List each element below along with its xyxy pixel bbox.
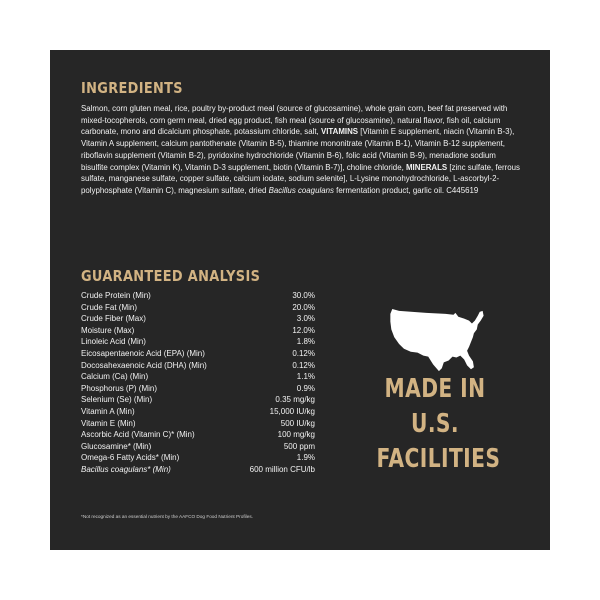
analysis-row — [81, 336, 315, 348]
nutrient-value: 0.9% — [296, 383, 315, 393]
bacillus-name: Bacillus coagulans — [268, 185, 334, 195]
nutrient-name: Moisture (Max) — [81, 325, 135, 335]
analysis-row — [81, 429, 315, 441]
analysis-row — [81, 464, 315, 476]
nutrient-value: 500 ppm — [283, 441, 315, 451]
nutrient-name: Vitamin A (Min) — [81, 406, 135, 416]
nutrient-value: 3.0% — [296, 314, 315, 324]
nutrient-value: 0.12% — [292, 360, 315, 370]
badge-line: FACILITIES — [376, 444, 501, 474]
badge-line: U.S. — [410, 409, 460, 439]
nutrient-name: Eicosapentaenoic Acid (EPA) (Min) — [81, 348, 205, 358]
nutrient-name: Omega-6 Fatty Acids* (Min) — [81, 453, 180, 463]
product-info-panel — [50, 50, 550, 550]
nutrient-value: 20.0% — [292, 302, 315, 312]
analysis-row — [81, 383, 315, 395]
nutrient-name: Crude Protein (Min) — [81, 291, 151, 300]
nutrient-value: 600 million CFU/lb — [249, 464, 315, 474]
nutrient-name: Phosphorus (P) (Min) — [81, 383, 158, 393]
analysis-row — [81, 360, 315, 372]
analysis-row — [81, 313, 315, 325]
guaranteed-analysis-table — [81, 290, 315, 476]
analysis-row — [81, 325, 315, 337]
ingredients-text-part: Salmon, corn gluten meal, rice, poultry by-product meal (source of glucosamine), whole grain corn, beef fat preserved with mixed-tocopherols, corn germ meal, dried egg product, fish meal (source of glucosamine), natural flavor, fish oil, calcium carbonate, mono and dicalcium phosphate, potassium chloride, salt, — [81, 104, 508, 137]
usa-map-icon — [387, 308, 485, 376]
analysis-row — [81, 418, 315, 430]
aafco-footnote: *Not recognized as an essential nutrient by the AAFCO Dog Food Nutrient Profiles. — [81, 514, 253, 519]
nutrient-name: Ascorbic Acid (Vitamin C)* (Min) — [81, 430, 195, 440]
nutrient-value: 12.0% — [292, 325, 315, 335]
nutrient-name: Glucosamine* (Min) — [81, 441, 152, 451]
nutrient-name: Selenium (Se) (Min) — [81, 395, 153, 405]
minerals-label: MINERALS — [405, 162, 448, 172]
nutrient-value: 100 mg/kg — [277, 430, 315, 440]
ingredients-text-part: fermentation product, garlic oil. C445619 — [333, 185, 479, 195]
analysis-row — [81, 302, 315, 314]
nutrient-name: Calcium (Ca) (Min) — [81, 372, 149, 382]
ingredients-text — [81, 103, 521, 197]
nutrient-name: Vitamin E (Min) — [81, 418, 136, 428]
badge-line: MADE IN — [384, 374, 486, 404]
made-in-usa-badge — [376, 372, 501, 477]
analysis-row — [81, 441, 315, 453]
analysis-row — [81, 371, 315, 383]
analysis-row — [81, 406, 315, 418]
analysis-row — [81, 348, 315, 360]
analysis-row — [81, 290, 315, 302]
nutrient-name: Bacillus coagulans* (Min) — [81, 464, 171, 474]
nutrient-value: 500 IU/kg — [280, 418, 315, 428]
nutrient-name: Crude Fat (Min) — [81, 302, 138, 312]
nutrient-name: Crude Fiber (Max) — [81, 314, 146, 324]
analysis-row — [81, 452, 315, 464]
guaranteed-analysis-heading: GUARANTEED ANALYSIS — [81, 267, 261, 285]
analysis-row — [81, 394, 315, 406]
nutrient-name: Linoleic Acid (Min) — [81, 337, 146, 347]
nutrient-value: 0.35 mg/kg — [275, 395, 315, 405]
nutrient-name: Docosahexaenoic Acid (DHA) (Min) — [81, 360, 207, 370]
ingredients-heading: INGREDIENTS — [81, 79, 183, 97]
nutrient-value: 15,000 IU/kg — [269, 406, 315, 416]
ingredients-text-part: [zinc sulfate, ferrous sulfate, manganese sulfate, copper sulfate, calcium iodate, sodium selenite], L-Lysine monohydrochloride, L-ascorbyl-2-polyphosphate (Vitamin C), magnesium sulfate, dried — [81, 162, 521, 195]
nutrient-value: 0.12% — [292, 348, 315, 358]
nutrient-value: 1.1% — [296, 372, 315, 382]
nutrient-value: 1.8% — [296, 337, 315, 347]
nutrient-value: 30.0% — [292, 291, 315, 300]
nutrient-value: 1.9% — [296, 453, 315, 463]
vitamins-label: VITAMINS — [320, 127, 359, 137]
ingredients-text-part: [Vitamin E supplement, niacin (Vitamin B-3), Vitamin A supplement, calcium pantothenate (Vitamin B-5), thiamine mononitrate (Vitamin B-1), Vitamin B-12 supplement, riboflavin supplement (Vitamin B-2), pyridoxine hydrochloride (Vitamin B-6), folic acid (Vitamin B-9), menadione sodium bisulfite complex (Vitamin K), Vitamin D-3 supplement, biotin (Vitamin B-7)], choline chloride, — [81, 127, 515, 172]
